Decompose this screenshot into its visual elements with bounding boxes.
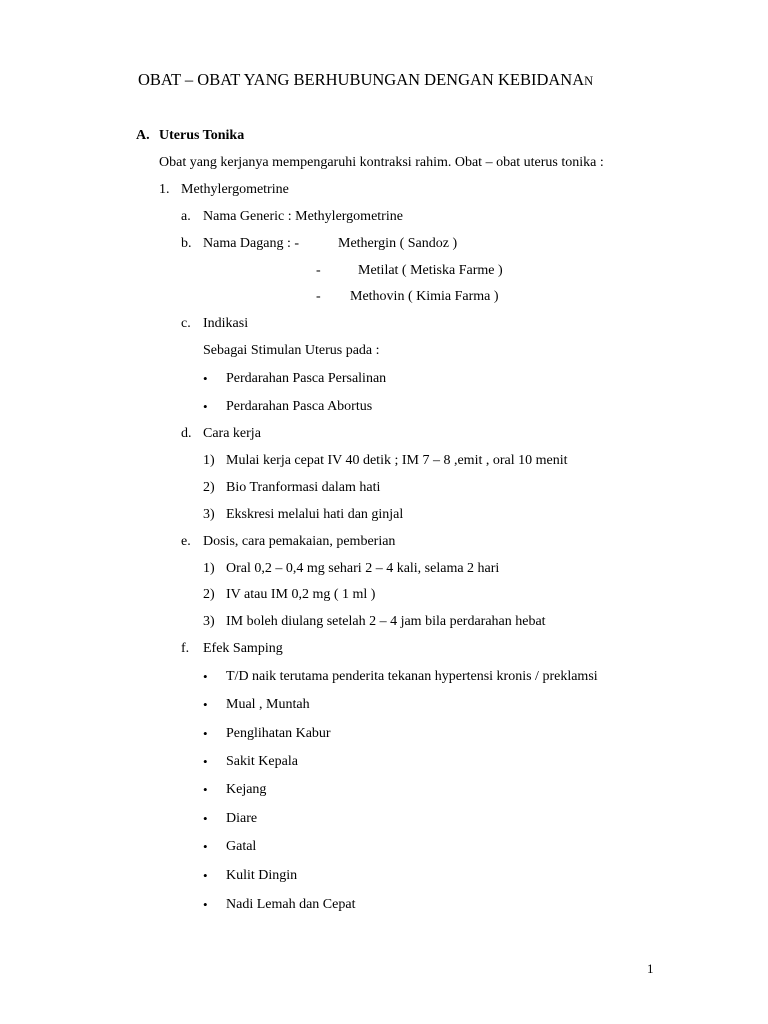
efek-item: Penglihatan Kabur <box>226 726 331 741</box>
efek-item: T/D naik terutama penderita tekanan hypertensi kronis / preklamsi <box>226 669 598 684</box>
cara-kerja-item: Ekskresi melalui hati dan ginjal <box>226 507 404 522</box>
cara-kerja-item: Bio Tranformasi dalam hati <box>226 480 381 495</box>
dosis-item: Oral 0,2 – 0,4 mg sehari 2 – 4 kali, selama 2 hari <box>226 561 500 576</box>
bullet-point: • <box>203 782 208 797</box>
generic-marker: a. <box>181 209 191 224</box>
generic-name: Nama Generic : Methylergometrine <box>203 209 403 224</box>
cara-kerja-item: Mulai kerja cepat IV 40 detik ; IM 7 – 8 ,emit , oral 10 menit <box>226 453 568 468</box>
efek-item: Kejang <box>226 782 267 797</box>
title-last-letter: N <box>584 74 594 88</box>
indikasi-label: Indikasi <box>203 316 249 331</box>
title-main: OBAT – OBAT YANG BERHUBUNGAN DENGAN KEBIDANA <box>138 70 585 89</box>
cara-kerja-label: Cara kerja <box>203 426 261 441</box>
dosis-item: IV atau IM 0,2 mg ( 1 ml ) <box>226 587 376 602</box>
bullet-point: • <box>203 371 208 386</box>
trade-label: Nama Dagang : - <box>203 236 300 251</box>
trade-name: Metilat ( Metiska Farme ) <box>358 263 503 278</box>
cara-kerja-marker: d. <box>181 426 192 441</box>
dosis-label: Dosis, cara pemakaian, pemberian <box>203 534 396 549</box>
bullet-point: • <box>203 754 208 769</box>
section-a-intro: Obat yang kerjanya mempengaruhi kontraksi rahim. Obat – obat uterus tonika : <box>159 155 604 170</box>
efek-item: Gatal <box>226 839 257 854</box>
page-number: 1 <box>647 961 654 976</box>
bullet-point: • <box>203 839 208 854</box>
trade-dash: - <box>316 263 321 278</box>
dosis-item: IM boleh diulang setelah 2 – 4 jam bila perdarahan hebat <box>226 614 546 629</box>
dosis-number: 1) <box>203 561 215 576</box>
cara-kerja-number: 3) <box>203 507 215 522</box>
efek-marker: f. <box>181 641 190 656</box>
efek-item: Sakit Kepala <box>226 754 298 769</box>
trade-name: Methovin ( Kimia Farma ) <box>350 289 499 304</box>
indikasi-item: Perdarahan Pasca Abortus <box>226 399 373 414</box>
efek-label: Efek Samping <box>203 641 283 656</box>
efek-item: Mual , Muntah <box>226 697 310 712</box>
trade-dash: - <box>316 289 321 304</box>
section-a-marker: A. <box>136 128 150 143</box>
drug-1-marker: 1. <box>159 182 170 197</box>
indikasi-item: Perdarahan Pasca Persalinan <box>226 371 387 386</box>
bullet-point: • <box>203 811 208 826</box>
bullet-point: • <box>203 897 208 912</box>
efek-item: Diare <box>226 811 258 826</box>
dosis-number: 3) <box>203 614 215 629</box>
section-a-heading: Uterus Tonika <box>159 128 245 143</box>
bullet-point: • <box>203 669 208 684</box>
bullet-point: • <box>203 868 208 883</box>
drug-1-name: Methylergometrine <box>181 182 289 197</box>
bullet-point: • <box>203 399 208 414</box>
dosis-marker: e. <box>181 534 191 549</box>
cara-kerja-number: 2) <box>203 480 215 495</box>
bullet-point: • <box>203 726 208 741</box>
document-title <box>138 71 593 90</box>
bullet-point: • <box>203 697 208 712</box>
indikasi-intro: Sebagai Stimulan Uterus pada : <box>203 343 380 358</box>
indikasi-marker: c. <box>181 316 191 331</box>
efek-item: Nadi Lemah dan Cepat <box>226 897 356 912</box>
cara-kerja-number: 1) <box>203 453 215 468</box>
efek-item: Kulit Dingin <box>226 868 298 883</box>
dosis-number: 2) <box>203 587 215 602</box>
trade-marker: b. <box>181 236 192 251</box>
trade-name: Methergin ( Sandoz ) <box>338 236 458 251</box>
